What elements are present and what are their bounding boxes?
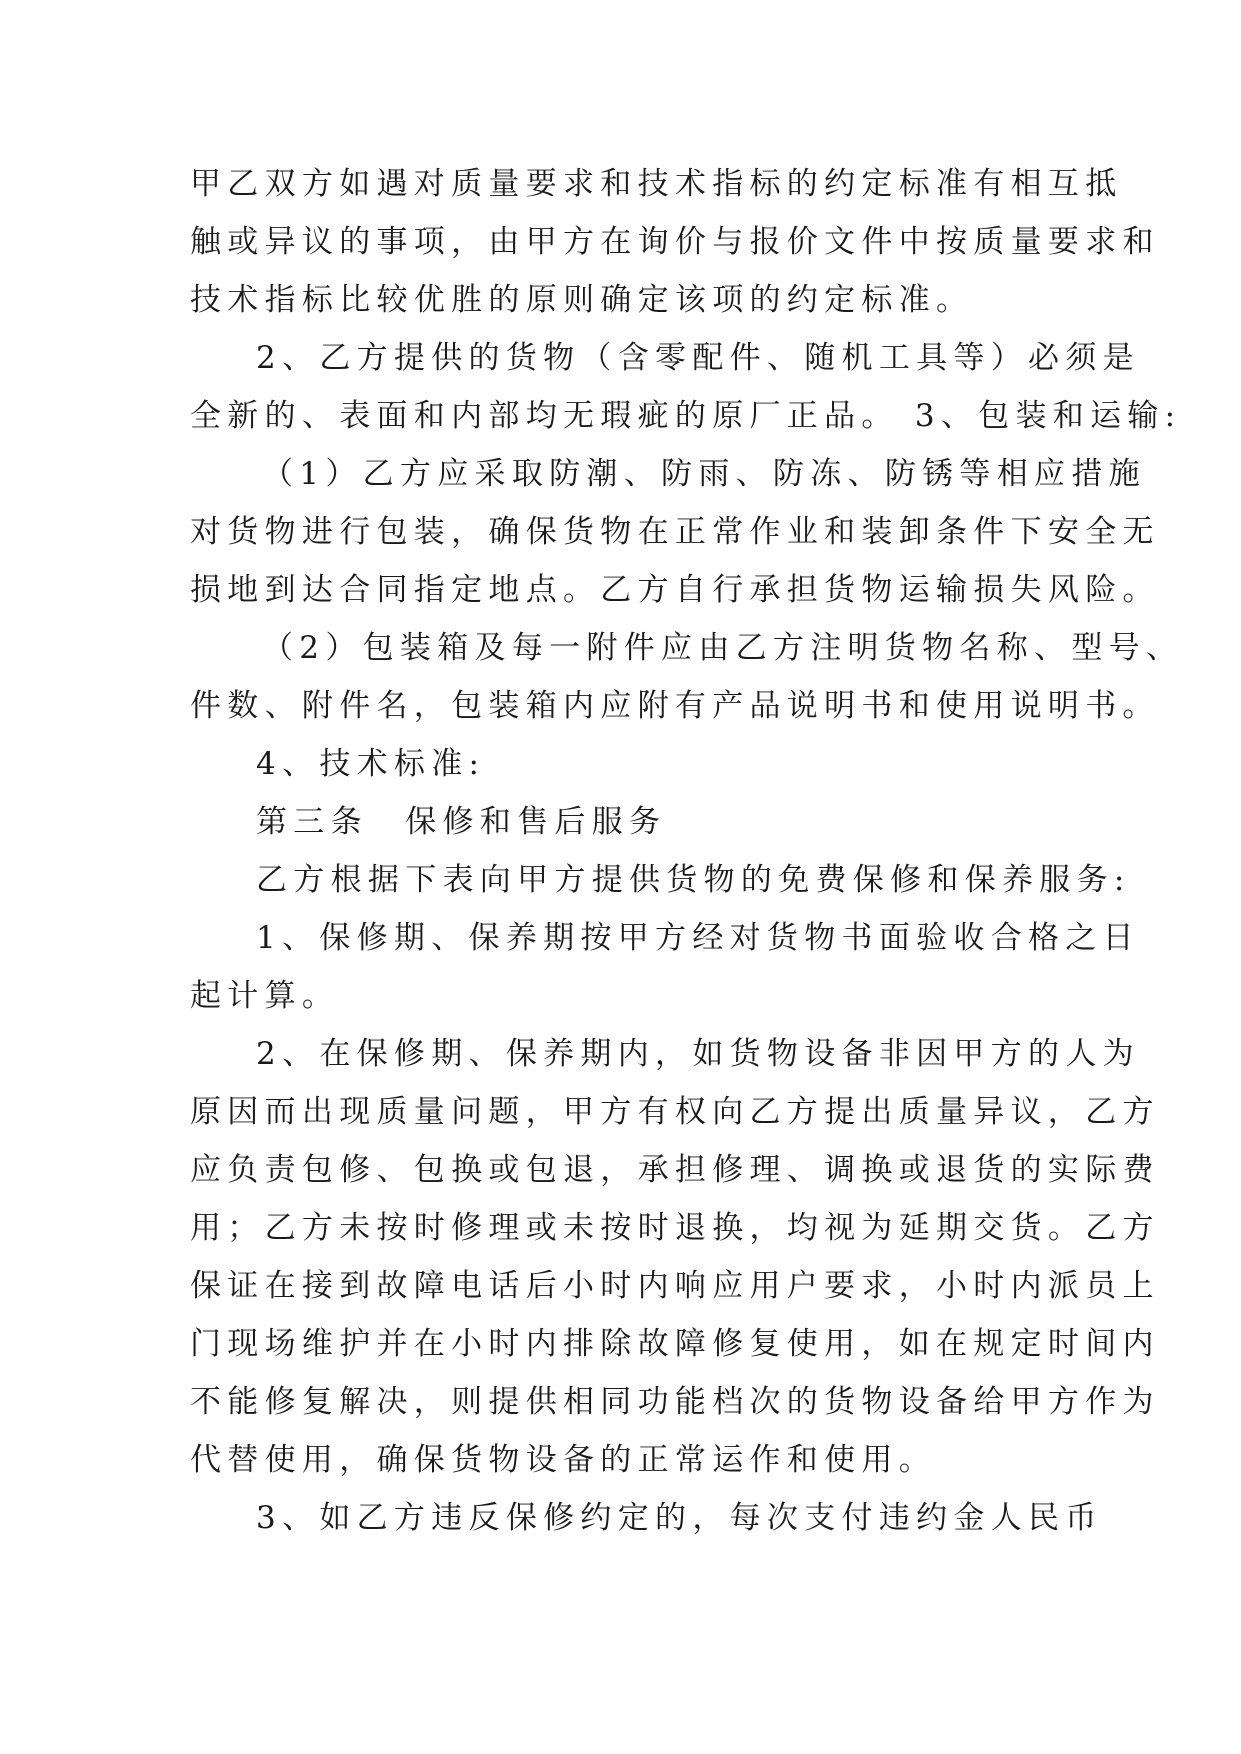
- text-line: 2、在保修期、保养期内，如货物设备非因甲方的人为: [256, 1036, 1140, 1072]
- text-line: 起计算。: [190, 978, 340, 1014]
- text-line: 3、如乙方违反保修约定的，每次支付违约金人民币: [256, 1500, 1103, 1536]
- text-line: 保证在接到故障电话后小时内响应用户要求，小时内派员上: [190, 1268, 1160, 1304]
- text-line: 甲乙双方如遇对质量要求和技术指标的约定标准有相互抵: [190, 166, 1123, 202]
- text-line: 4、技术标准:: [256, 746, 486, 782]
- text-line: （1）乙方应采取防潮、防雨、防冻、防锈等相应措施: [262, 456, 1146, 492]
- text-line: 原因而出现质量问题，甲方有权向乙方提出质量异议，乙方: [190, 1094, 1160, 1130]
- text-line: 技术指标比较优胜的原则确定该项的约定标准。: [190, 282, 974, 318]
- section-heading: 第三条 保修和售后服务: [256, 804, 667, 840]
- text-line: （2）包装箱及每一附件应由乙方注明货物名称、型号、: [262, 630, 1184, 666]
- text-line: 应负责包修、包换或包退，承担修理、调换或退货的实际费: [190, 1152, 1160, 1188]
- text-line: 乙方根据下表向甲方提供货物的免费保修和保养服务:: [256, 862, 1131, 898]
- text-line: 用；乙方未按时修理或未按时退换，均视为延期交货。乙方: [190, 1210, 1160, 1246]
- text-line: 代替使用，确保货物设备的正常运作和使用。: [190, 1442, 936, 1478]
- text-line: 门现场维护并在小时内排除故障修复使用，如在规定时间内: [190, 1326, 1160, 1362]
- text-line: 损地到达合同指定地点。乙方自行承担货物运输损失风险。: [190, 572, 1160, 608]
- text-line: 件数、附件名，包装箱内应附有产品说明书和使用说明书。: [190, 688, 1160, 724]
- text-line: 全新的、表面和内部均无瑕疵的原厂正品。 3、包装和运输:: [190, 398, 1182, 434]
- text-line: 1、保修期、保养期按甲方经对货物书面验收合格之日: [256, 920, 1140, 956]
- text-line: 触或异议的事项，由甲方在询价与报价文件中按质量要求和: [190, 224, 1160, 260]
- text-line: 2、乙方提供的货物（含零配件、随机工具等）必须是: [256, 340, 1140, 376]
- text-line: 对货物进行包装，确保货物在正常作业和装卸条件下安全无: [190, 514, 1160, 550]
- text-line: 不能修复解决，则提供相同功能档次的货物设备给甲方作为: [190, 1384, 1160, 1420]
